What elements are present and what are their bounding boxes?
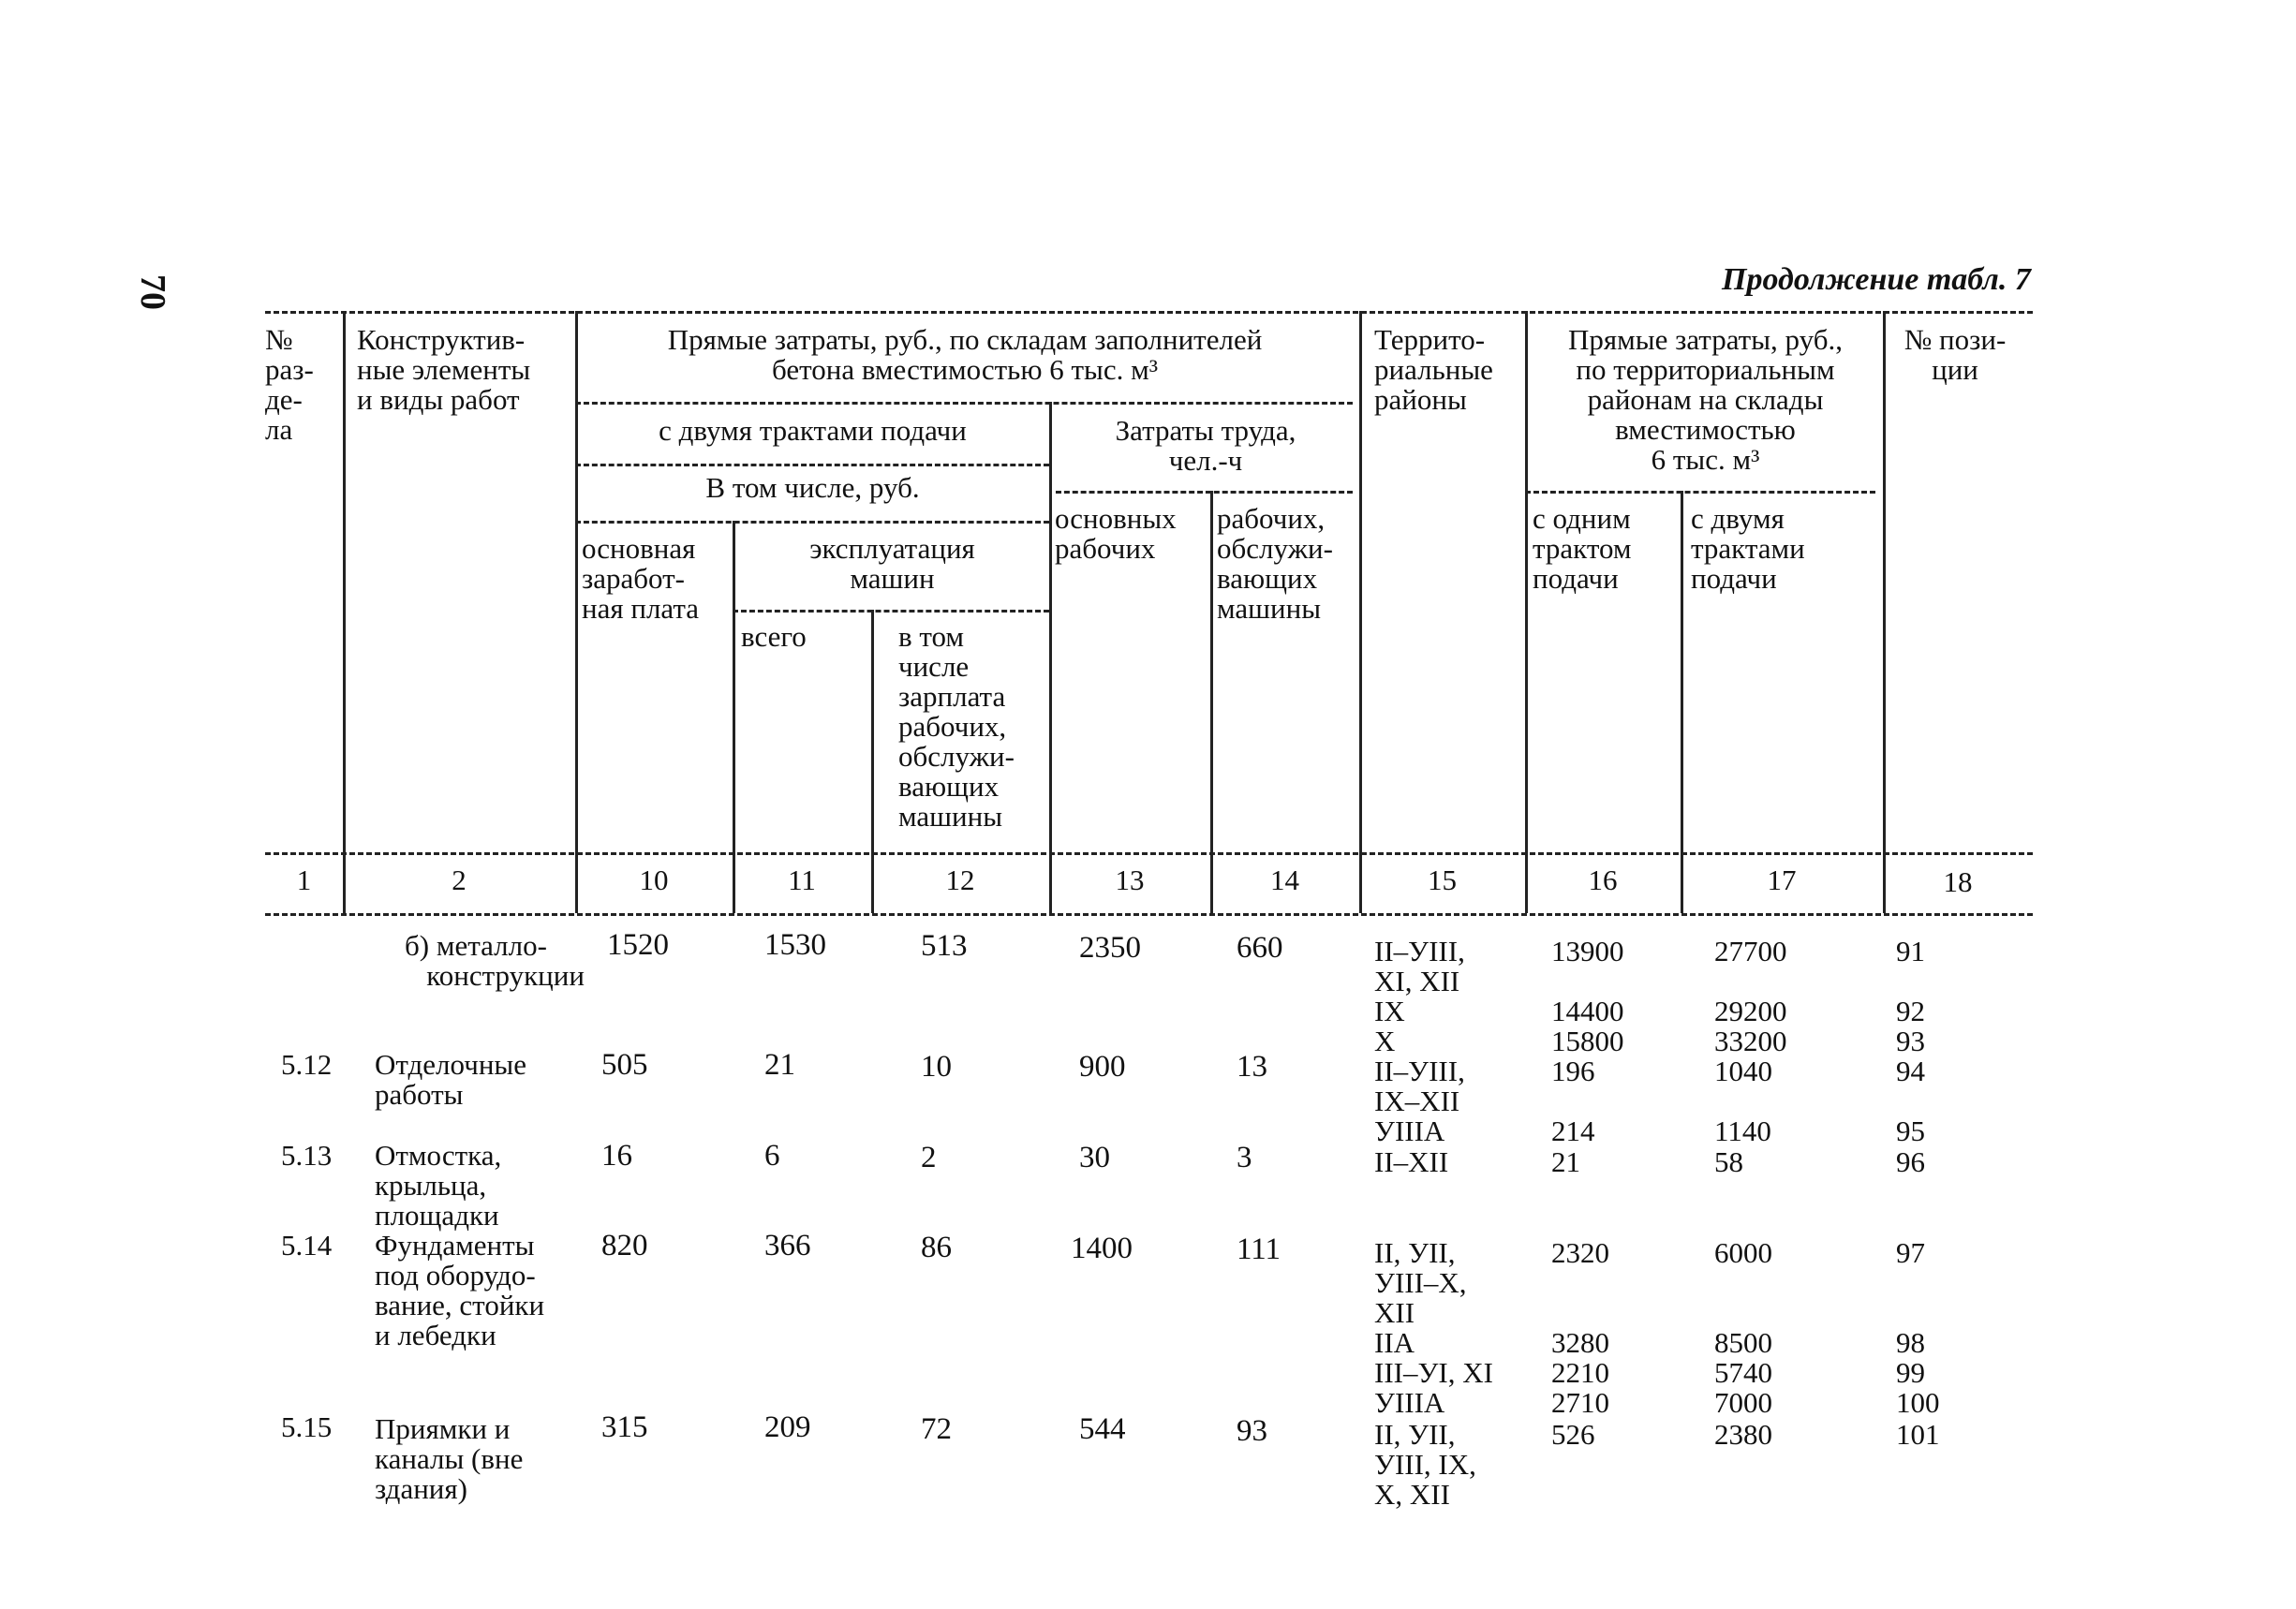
header-basic-workers: основных рабочих [1055, 502, 1177, 565]
col-number: 2 [452, 864, 467, 896]
header-elements: Конструктив- ные элементы и виды работ [357, 323, 531, 416]
header-direct-terr: Прямые затраты, руб., по территориальным районам на склады вместимостью 6 тыс. м³ [1567, 323, 1844, 476]
cell-basic-workers: 900 [1079, 1050, 1126, 1084]
cell-service-workers: 3 [1237, 1141, 1252, 1174]
col-rule [1681, 491, 1683, 913]
cell-one-tract: 2320 3280 2210 2710 [1551, 1236, 1609, 1419]
cell-one-tract: 526 [1551, 1418, 1595, 1451]
row-element-name: б) металло- конструкции [405, 929, 585, 992]
col-number: 16 [1588, 864, 1618, 896]
cell-regions: II–УIII, IX–XII УIIIА [1374, 1055, 1465, 1147]
header-regions: Террито- риальные районы [1374, 323, 1493, 416]
cell-two-tracts: 58 [1714, 1145, 1743, 1178]
col-number: 15 [1428, 864, 1457, 896]
cell-machines-total: 1530 [764, 928, 826, 962]
cell-position: 97 98 99 100 [1896, 1236, 1940, 1419]
cell-position: 96 [1896, 1145, 1925, 1178]
header-section-no: № раз- де- ла [265, 323, 314, 446]
col-rule [575, 311, 578, 913]
rule-under-two-tracts [575, 464, 1049, 466]
col-number: 18 [1943, 865, 1973, 898]
cell-regions: II–XII [1374, 1145, 1449, 1178]
row-element-name: Приямки и каналы (вне здания) [375, 1412, 524, 1505]
cell-two-tracts: 6000 8500 5740 7000 [1714, 1236, 1772, 1419]
rule-under-machines [733, 610, 1049, 613]
cell-basic-workers: 544 [1079, 1412, 1126, 1446]
col-number: 10 [639, 864, 669, 896]
cell-machines-wage: 2 [921, 1141, 937, 1174]
cell-basic-wage: 315 [601, 1410, 648, 1444]
header-one-tract: с одним трактом подачи [1533, 502, 1632, 595]
col-rule [1883, 311, 1886, 913]
col-number: 1 [296, 864, 312, 896]
col-number: 17 [1767, 864, 1797, 896]
cell-machines-wage: 513 [921, 929, 968, 963]
row-section-number: 5.14 [281, 1229, 333, 1262]
cell-two-tracts: 2380 [1714, 1418, 1772, 1451]
row-section-number: 5.15 [281, 1410, 333, 1443]
cell-machines-wage: 10 [921, 1050, 952, 1084]
header-direct-costs: Прямые затраты, руб., по складам заполнителей бетона вместимостью 6 тыс. м³ [667, 323, 1263, 386]
cell-machines-total: 209 [764, 1410, 811, 1444]
cell-regions: II–УIII, XI, XII IX X [1374, 935, 1465, 1057]
rule-under-labor [1056, 491, 1353, 494]
cell-service-workers: 93 [1237, 1414, 1267, 1448]
cell-service-workers: 111 [1237, 1233, 1281, 1266]
col-number: 12 [945, 864, 975, 896]
cell-machines-wage: 86 [921, 1231, 952, 1264]
col-rule [1210, 491, 1213, 913]
table-top-rule [265, 311, 2033, 314]
cell-position: 101 [1896, 1418, 1940, 1451]
header-incl-wage: в том числе зарплата рабочих, обслужи- вающих машины [898, 620, 1015, 833]
cell-service-workers: 13 [1237, 1050, 1267, 1084]
header-basic-wage: основная заработ- ная плата [582, 532, 700, 625]
col-rule [1525, 311, 1528, 913]
col-number: 14 [1270, 864, 1299, 896]
cell-basic-wage: 820 [601, 1229, 648, 1262]
row-element-name: Фундаменты под оборудо- вание, стойки и лебедки [375, 1229, 545, 1351]
header-two-tracts-terr: с двумя трактами подачи [1691, 502, 1805, 595]
cell-service-workers: 660 [1237, 931, 1283, 965]
cell-regions: II, УII, УIII, IX, X, XII [1374, 1418, 1476, 1511]
cell-regions: II, УII, УIII–X, XII IIА III–УI, XI УIIIА [1374, 1236, 1493, 1419]
header-two-tracts: с двумя трактами подачи [659, 414, 967, 447]
table-caption: Продолжение табл. 7 [1722, 262, 2031, 297]
col-rule [733, 521, 735, 913]
cell-two-tracts: 27700 29200 33200 [1714, 935, 1787, 1057]
col-number: 13 [1115, 864, 1145, 896]
cell-machines-wage: 72 [921, 1412, 952, 1446]
header-position: № пози- ции [1903, 323, 2007, 386]
rule-under-including [575, 521, 1049, 524]
cell-machines-total: 21 [764, 1048, 795, 1082]
rule-colnum-bottom [265, 913, 2033, 916]
col-rule [343, 311, 346, 913]
header-including: В том числе, руб. [705, 471, 920, 504]
row-section-number: 5.12 [281, 1048, 333, 1081]
cell-basic-wage: 505 [601, 1048, 648, 1082]
cell-basic-workers: 30 [1079, 1141, 1110, 1174]
header-labor: Затраты труда, чел.-ч [1115, 414, 1296, 477]
page-number: 70 [133, 274, 172, 310]
row-element-name: Отмостка, крыльца, площадки [375, 1139, 502, 1232]
cell-position: 91 92 93 [1896, 935, 1925, 1057]
cell-position: 94 95 [1896, 1055, 1925, 1147]
row-section-number: 5.13 [281, 1139, 333, 1172]
col-rule [1359, 311, 1362, 913]
header-machines: эксплуатация машин [809, 532, 975, 595]
header-service-workers: рабочих, обслужи- вающих машины [1217, 502, 1333, 625]
rule-under-direct-terr [1525, 491, 1875, 494]
cell-basic-wage: 1520 [607, 928, 669, 962]
cell-two-tracts: 1040 1140 [1714, 1055, 1772, 1147]
col-rule [1049, 402, 1052, 913]
rule-header-bottom [265, 852, 2033, 855]
cell-basic-workers: 2350 [1079, 931, 1141, 965]
row-element-name: Отделочные работы [375, 1048, 526, 1111]
cell-basic-workers: 1400 [1071, 1232, 1133, 1265]
cell-machines-total: 6 [764, 1139, 780, 1173]
cell-machines-total: 366 [764, 1229, 811, 1262]
header-total: всего [741, 620, 807, 653]
cell-basic-wage: 16 [601, 1139, 632, 1173]
rule-under-direct [575, 402, 1353, 405]
cell-one-tract: 21 [1551, 1145, 1580, 1178]
cell-one-tract: 13900 14400 15800 [1551, 935, 1624, 1057]
col-number: 11 [788, 864, 816, 896]
cell-one-tract: 196 214 [1551, 1055, 1595, 1147]
